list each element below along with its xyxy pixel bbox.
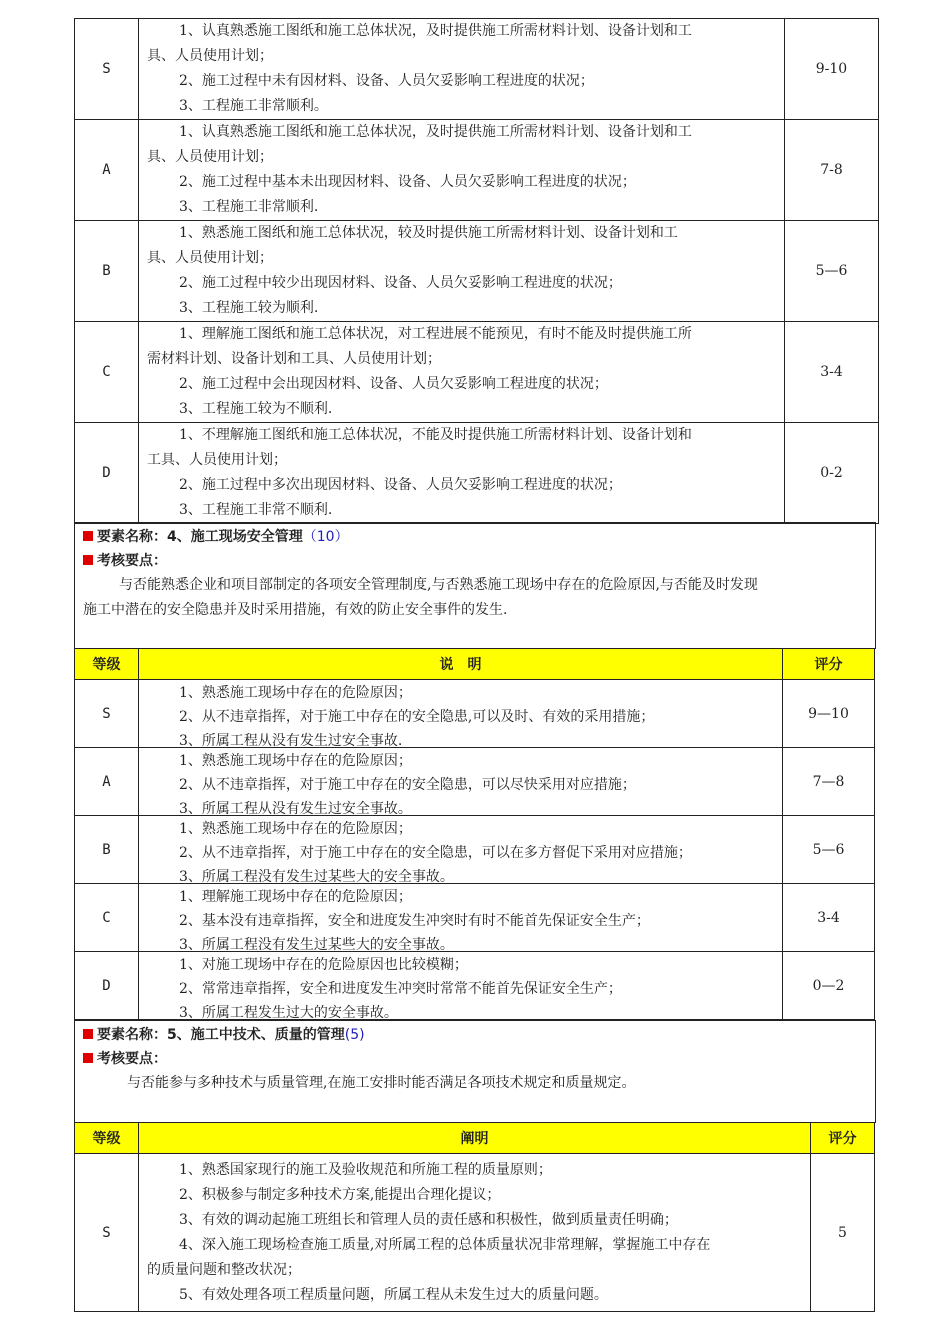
description-line: 工具、人员使用计划； — [147, 452, 287, 468]
score-cell: 0-2 — [785, 423, 879, 524]
table-row — [75, 884, 875, 952]
description-line: 3、所属工程从没有发生过安全事故。 — [179, 800, 412, 815]
description-cell — [139, 423, 785, 524]
table-row — [75, 423, 879, 524]
table-row — [75, 221, 879, 322]
table-row — [75, 19, 879, 120]
grade-cell: B — [75, 221, 139, 322]
description-line: 5、有效处理各项工程质量问题，所属工程从未发生过大的质量问题。 — [179, 1286, 608, 1303]
table-row — [75, 680, 875, 748]
description-line: 2、施工过程中较少出现因材料、设备、人员欠妥影响工程进度的状况； — [179, 275, 622, 291]
description-cell — [139, 221, 785, 322]
score-cell: 5—6 — [783, 816, 875, 884]
description-line: 2、施工过程中会出现因材料、设备、人员欠妥影响工程进度的状况； — [179, 376, 608, 392]
description-cell — [139, 952, 783, 1020]
description-line: 3、工程施工非常不顺利. — [179, 502, 333, 518]
grade-cell: S — [75, 1154, 139, 1312]
table-row — [75, 816, 875, 884]
header-desc: 说 明 — [139, 649, 783, 680]
score-cell: 3-4 — [783, 884, 875, 952]
grade-cell: C — [75, 884, 139, 952]
description-line: 3、工程施工较为顺利. — [179, 300, 319, 316]
description-line: 2、基本没有违章指挥，安全和进度发生冲突时有时不能首先保证安全生产； — [179, 912, 650, 929]
table-row — [75, 1154, 875, 1312]
description-line: 3、所属工程从没有发生过安全事故. — [179, 732, 403, 747]
score-cell: 5 — [811, 1154, 875, 1312]
section4-key-text: 与否能熟悉企业和项目部制定的各项安全管理制度,与否熟悉施工现场中存在的危险原因,与否能及时发现 施工中潜在的安全隐患并及时采用措施，有效的防止安全事件的发生. — [83, 577, 758, 618]
section5-key-text: 与否能参与多种技术与质量管理,在施工安排时能否满足各项技术规定和质量规定。 — [127, 1075, 636, 1091]
description-line: 1、熟悉施工图纸和施工总体状况，较及时提供施工所需材料计划、设备计划和工 — [179, 225, 678, 241]
description-line: 1、认真熟悉施工图纸和施工总体状况，及时提供施工所需材料计划、设备计划和工 — [179, 23, 692, 39]
header-desc: 阐明 — [139, 1123, 811, 1154]
grade-cell: D — [75, 423, 139, 524]
header-grade: 等级 — [75, 649, 139, 680]
section4-key-label: 考核要点： — [75, 549, 875, 573]
description-cell — [139, 884, 783, 952]
score-cell: 9—10 — [783, 680, 875, 748]
description-line: 4、深入施工现场检查施工质量,对所属工程的总体质量状况非常理解，掌握施工中存在 — [179, 1236, 711, 1253]
description-cell — [139, 19, 785, 120]
description-cell — [139, 816, 783, 884]
description-line: 1、认真熟悉施工图纸和施工总体状况，及时提供施工所需材料计划、设备计划和工 — [179, 124, 692, 140]
description-line: 具、人员使用计划； — [147, 149, 273, 165]
table-row — [75, 120, 879, 221]
grade-cell: A — [75, 748, 139, 816]
description-line: 1、理解施工图纸和施工总体状况，对工程进展不能预见，有时不能及时提供施工所 — [179, 326, 692, 342]
section5-header-row — [75, 1123, 875, 1154]
section4-weight: （10） — [302, 529, 349, 545]
description-line: 3、所属工程发生过大的安全事故。 — [179, 1004, 398, 1019]
description-line: 2、常常违章指挥，安全和进度发生冲突时常常不能首先保证安全生产； — [179, 980, 622, 997]
red-square-bullet-icon — [83, 1029, 93, 1039]
section4-header-row — [75, 649, 875, 680]
grade-cell: C — [75, 322, 139, 423]
score-cell: 5—6 — [785, 221, 879, 322]
section5-header-block — [74, 1020, 876, 1123]
description-line: 1、熟悉施工现场中存在的危险原因； — [179, 820, 412, 837]
description-line: 3、有效的调动起施工班组长和管理人员的责任感和积极性，做到质量责任明确； — [179, 1211, 678, 1228]
description-line: 2、从不违章指挥，对于施工中存在的安全隐患,可以及时、有效的采用措施； — [179, 708, 655, 725]
description-line: 1、理解施工现场中存在的危险原因； — [179, 888, 412, 905]
description-line: 的质量问题和整改状况； — [147, 1261, 301, 1278]
description-line: 2、积极参与制定多种技术方案,能提出合理化提议； — [179, 1186, 501, 1203]
score-cell: 7—8 — [783, 748, 875, 816]
description-line: 3、所属工程没有发生过某些大的安全事故。 — [179, 936, 454, 951]
description-line: 2、施工过程中未有因材料、设备、人员欠妥影响工程进度的状况； — [179, 73, 594, 89]
red-square-bullet-icon — [83, 1053, 93, 1063]
score-cell: 7-8 — [785, 120, 879, 221]
description-line: 3、工程施工较为不顺利. — [179, 401, 333, 417]
description-line: 1、熟悉施工现场中存在的危险原因； — [179, 752, 412, 769]
description-line: 1、熟悉施工现场中存在的危险原因； — [179, 684, 412, 701]
description-line: 2、施工过程中多次出现因材料、设备、人员欠妥影响工程进度的状况； — [179, 477, 622, 493]
description-line: 2、施工过程中基本未出现因材料、设备、人员欠妥影响工程进度的状况； — [179, 174, 636, 190]
description-cell — [139, 120, 785, 221]
section4-header-block — [74, 522, 876, 649]
section5-table — [74, 1122, 875, 1312]
header-score: 评分 — [783, 649, 875, 680]
description-line: 3、工程施工非常顺利. — [179, 199, 319, 215]
description-line: 2、从不违章指挥，对于施工中存在的安全隐患，可以在多方督促下采用对应措施； — [179, 844, 692, 861]
score-cell: 9-10 — [785, 19, 879, 120]
score-cell: 3-4 — [785, 322, 879, 423]
grade-cell: S — [75, 19, 139, 120]
section4-title: 要素名称：4、施工现场安全管理（10） — [75, 525, 875, 549]
table-row — [75, 748, 875, 816]
header-grade: 等级 — [75, 1123, 139, 1154]
section5-weight: (5) — [344, 1027, 365, 1043]
description-line: 1、熟悉国家现行的施工及验收规范和所施工程的质量原则； — [179, 1161, 552, 1178]
table-row — [75, 322, 879, 423]
score-cell: 0—2 — [783, 952, 875, 1020]
description-line: 2、从不违章指挥，对于施工中存在的安全隐患，可以尽快采用对应措施； — [179, 776, 636, 793]
grade-cell: A — [75, 120, 139, 221]
description-line: 具、人员使用计划； — [147, 48, 273, 64]
description-line: 3、工程施工非常顺利。 — [179, 98, 328, 114]
description-line: 1、对施工现场中存在的危险原因也比较模糊； — [179, 956, 468, 973]
description-cell — [139, 680, 783, 748]
table-row — [75, 952, 875, 1020]
red-square-bullet-icon — [83, 531, 93, 541]
section4-table — [74, 648, 875, 1020]
section5-title: 要素名称：5、施工中技术、质量的管理(5) — [75, 1023, 875, 1047]
description-cell — [139, 322, 785, 423]
red-square-bullet-icon — [83, 555, 93, 565]
description-line: 3、所属工程没有发生过某些大的安全事故。 — [179, 868, 454, 883]
description-cell — [139, 748, 783, 816]
grade-cell: S — [75, 680, 139, 748]
grade-cell: B — [75, 816, 139, 884]
section3-table — [74, 18, 879, 524]
description-line: 1、不理解施工图纸和施工总体状况，不能及时提供施工所需材料计划、设备计划和 — [179, 427, 692, 443]
grade-cell: D — [75, 952, 139, 1020]
header-score: 评分 — [811, 1123, 875, 1154]
description-line: 需材料计划、设备计划和工具、人员使用计划； — [147, 351, 441, 367]
description-line: 具、人员使用计划； — [147, 250, 273, 266]
section5-key-label: 考核要点： — [75, 1047, 875, 1071]
description-cell — [139, 1154, 811, 1312]
